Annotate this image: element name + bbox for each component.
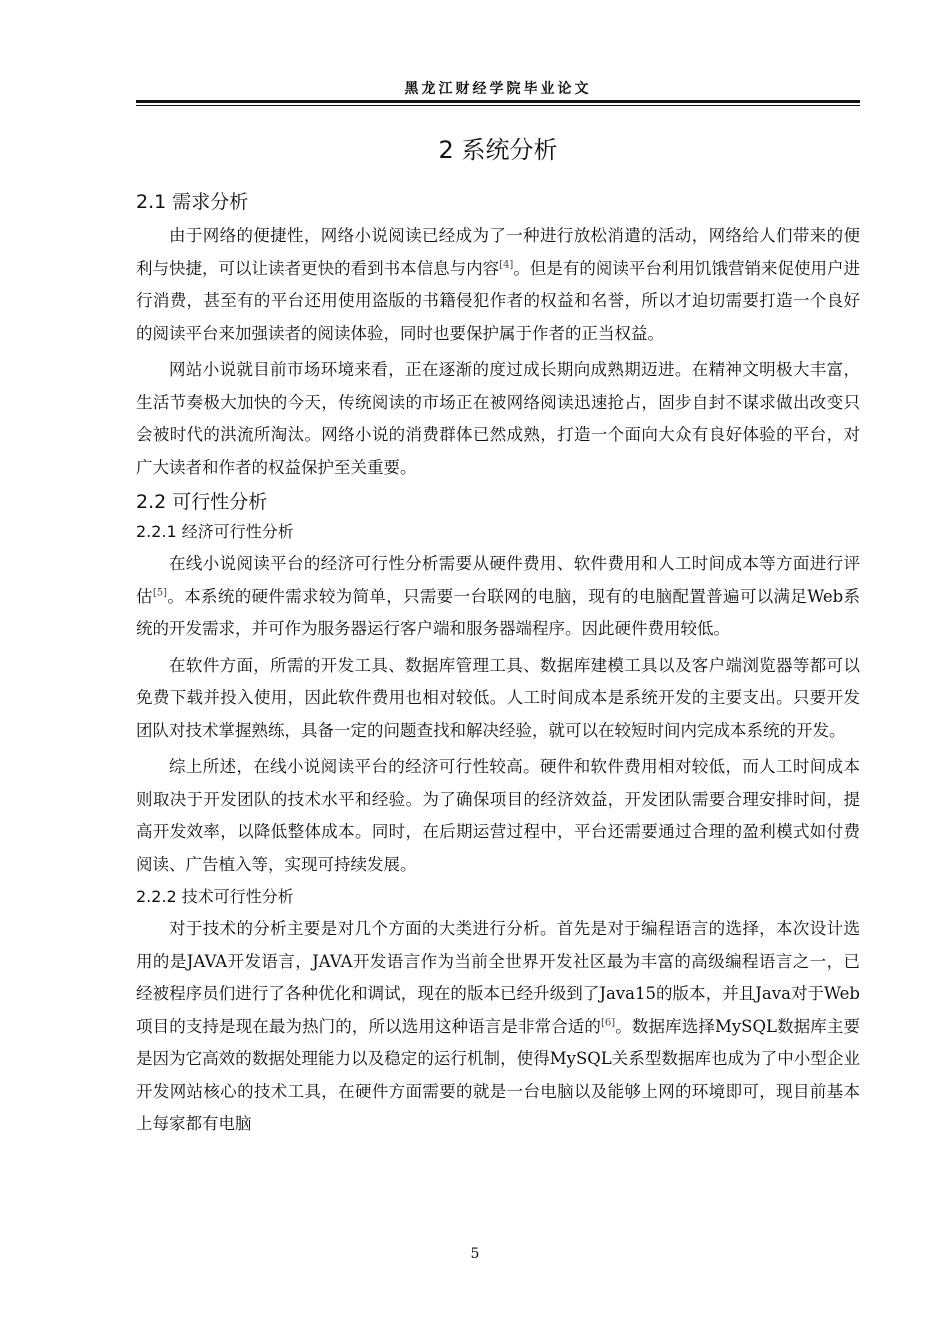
page-number: 5: [470, 1246, 480, 1262]
header-rule-thick: [136, 100, 860, 103]
paragraph: [136, 548, 860, 646]
section-heading-2-1: 2.1 需求分析: [136, 191, 249, 213]
paragraph-text: 。数据库选择MySQL数据库主要是因为它高效的数据处理能力以及稳定的运行机制，使得MySQL关系型数据库也成为了中小型企业开发网站核心的技术工具，在硬件方面需要的就是一台电脑以及能够上网的环境即可，现目前基本上每家都有电脑: [136, 1016, 861, 1133]
paragraph: 网站小说就目前市场环境来看，正在逐渐的度过成长期向成熟期迈进。在精神文明极大丰富，生活节奏极大加快的今天，传统阅读的市场正在被网络阅读迅速抢占，固步自封不谋求做出改变只会被时代的洪流所淘汰。网络小说的消费群体已然成熟，打造一个面向大众有良好体验的平台，对广大读者和作者的权益保护至关重要。: [136, 360, 860, 477]
citation-ref: [6]: [601, 1017, 616, 1028]
subsection-heading-2-2-1: 2.2.1 经济可行性分析: [136, 522, 294, 541]
paragraph: 在软件方面，所需的开发工具、数据库管理工具、数据库建模工具以及客户端浏览器等都可以免费下载并投入使用，因此软件费用也相对较低。人工时间成本是系统开发的主要支出。只要开发团队对技术掌握熟练，具备一定的问题查找和解决经验，就可以在较短时间内完成本系统的开发。: [136, 655, 860, 740]
section-heading-2-2: 2.2 可行性分析: [136, 491, 268, 513]
page-body: [136, 130, 860, 1145]
paragraph-text: 对于技术的分析主要是对几个方面的大类进行分析。首先是对于编程语言的选择，本次设计选用的是JAVA开发语言，JAVA开发语言作为当前全世界开发社区最为丰富的高级编程语言之一，已经被程序员们进行了各种优化和调试，现在的版本已经升级到了Java15的版本，并且Java对于Web项目的支持是现在最为热门的，所以选用这种语言是非常合适的: [136, 919, 860, 1036]
paragraph-text: 由于网络的便捷性，网络小说阅读已经成为了一种进行放松消遣的活动，网络给人们带来的便利与快捷，可以让读者更快的看到书本信息与内容: [136, 226, 860, 278]
chapter-title: 2 系统分析: [438, 136, 558, 164]
citation-ref: [5]: [152, 587, 168, 598]
paragraph-text: 。但是有的阅读平台利用饥饿营销来促使用户进行消费，甚至有的平台还用使用盗版的书籍侵犯作者的权益和名誉，所以才迫切需要打造一个良好的阅读平台来加强读者的阅读体验，同时也要保护属于作者的正当权益。: [136, 258, 861, 343]
paragraph: 综上所述，在线小说阅读平台的经济可行性较高。硬件和软件费用相对较低，而人工时间成本则取决于开发团队的技术水平和经验。为了确保项目的经济效益，开发团队需要合理安排时间，提高开发效率，以降低整体成本。同时，在后期运营过程中，平台还需要通过合理的盈利模式如付费阅读、广告植入等，实现可持续发展。: [136, 757, 860, 874]
paragraph-text: 。本系统的硬件需求较为简单，只需要一台联网的电脑，现有的电脑配置普遍可以满足Web系统的开发需求，并可作为服务器运行客户端和服务器端程序。因此硬件费用较低。: [136, 586, 860, 638]
subsection-heading-2-2-2: 2.2.2 技术可行性分析: [136, 887, 294, 906]
citation-ref: [4]: [499, 259, 514, 270]
paragraph: [136, 913, 860, 1141]
paragraph: [136, 220, 860, 350]
running-header: 黑龙江财经学院毕业论文: [404, 81, 592, 97]
paragraph-text: 在线小说阅读平台的经济可行性分析需要从硬件费用、软件费用和人工时间成本等方面进行评估: [136, 554, 860, 606]
header-rule-thin: [136, 105, 860, 106]
